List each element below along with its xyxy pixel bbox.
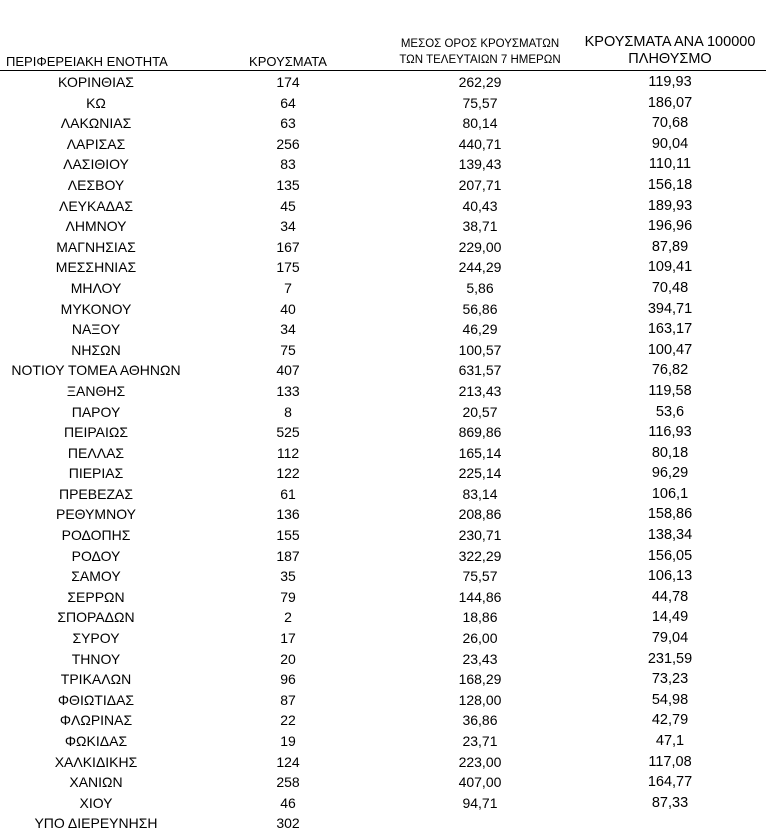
cell-cases: 96 (280, 671, 296, 688)
cell-region: ΠΑΡΟΥ (71, 403, 121, 420)
cell-cases: 136 (276, 506, 300, 523)
cell-region: ΞΑΝΘΗΣ (66, 382, 126, 399)
cell-cases: 8 (284, 403, 292, 420)
cell-region: ΠΕΙΡΑΙΩΣ (64, 424, 128, 441)
table-row (0, 299, 769, 320)
cell-cases-per-100k: 156,05 (647, 547, 693, 564)
cell-region: ΡΟΔΟΥ (71, 547, 121, 564)
table-row (0, 443, 769, 464)
cell-cases: 256 (276, 135, 300, 152)
cell-region: ΝΟΤΙΟΥ ΤΟΜΕΑ ΑΘΗΝΩΝ (11, 362, 181, 379)
cell-7day-average: 36,86 (462, 712, 498, 729)
cell-region: ΜΥΚΟΝΟΥ (60, 300, 132, 317)
cell-7day-average: 38,71 (462, 218, 498, 235)
cell-region: ΚΩ (86, 94, 106, 111)
table-row (0, 607, 769, 628)
cell-cases-per-100k: 87,89 (651, 238, 689, 255)
cell-cases: 64 (280, 94, 296, 111)
cell-cases: 122 (276, 465, 300, 482)
cell-region: ΡΕΘΥΜΝΟΥ (55, 506, 136, 523)
cell-region: ΛΑΡΙΣΑΣ (66, 135, 126, 152)
cell-region: ΤΡΙΚΑΛΩΝ (60, 671, 132, 688)
cell-cases: 124 (276, 753, 300, 770)
cell-7day-average: 139,43 (458, 156, 502, 173)
cell-cases-per-100k: 119,58 (648, 382, 692, 399)
cell-cases-per-100k: 196,96 (647, 218, 693, 235)
cell-7day-average: 322,29 (458, 547, 502, 564)
cell-7day-average: 229,00 (458, 238, 502, 255)
cell-cases-per-100k: 109,41 (647, 259, 693, 276)
cell-7day-average: 208,86 (458, 506, 502, 523)
cell-region: ΦΩΚΙΔΑΣ (64, 733, 128, 749)
cell-region: ΚΟΡΙΝΘΙΑΣ (58, 74, 134, 90)
table-row (0, 813, 769, 834)
cell-cases: 133 (276, 382, 300, 399)
cell-cases: 20 (280, 650, 296, 667)
table-row (0, 484, 769, 505)
cell-region: ΛΗΜΝΟΥ (65, 218, 127, 235)
header-7day-average (385, 36, 575, 68)
cell-region: ΛΑΣΙΘΙΟΥ (63, 156, 129, 173)
header-cases-per-100k-line1: ΚΡΟΥΣΜΑΤΑ ΑΝΑ 100000 (584, 34, 756, 50)
cell-region: ΤΗΝΟΥ (71, 650, 121, 667)
cell-region: ΧΙΟΥ (79, 794, 113, 811)
cell-region: ΧΑΝΙΩΝ (69, 774, 123, 791)
table-row (0, 525, 769, 546)
header-cases: ΚΡΟΥΣΜΑΤΑ (249, 54, 327, 69)
cell-cases: 61 (280, 485, 296, 502)
header-7day-average-line2: ΤΩΝ ΤΕΛΕΥΤΑΙΩΝ 7 ΗΜΕΡΩΝ (399, 54, 561, 66)
header-region: ΠΕΡΙΦΕΡΕΙΑΚΗ ΕΝΟΤΗΤΑ (6, 54, 168, 69)
table-row (0, 113, 769, 134)
cell-region: ΣΑΜΟΥ (71, 568, 121, 585)
cell-cases-per-100k: 106,1 (651, 485, 689, 502)
cell-cases: 7 (284, 279, 292, 296)
cell-7day-average: 213,43 (458, 382, 502, 399)
table-row (0, 422, 769, 443)
cell-cases: 34 (280, 218, 296, 235)
table-row (0, 504, 769, 525)
cell-7day-average: 75,57 (462, 568, 498, 585)
cell-7day-average: 56,86 (462, 300, 498, 317)
cell-region: ΡΟΔΟΠΗΣ (61, 527, 131, 544)
cell-cases-per-100k: 90,04 (651, 135, 689, 152)
cell-7day-average: 631,57 (458, 362, 502, 379)
cell-cases: 525 (276, 424, 300, 441)
cell-cases: 258 (276, 774, 300, 791)
cell-7day-average: 407,00 (458, 774, 502, 791)
cell-cases: 22 (280, 712, 296, 729)
cell-7day-average: 5,86 (466, 279, 494, 296)
cell-cases: 17 (280, 630, 296, 647)
table-row (0, 690, 769, 711)
cell-cases: 46 (280, 794, 296, 811)
cell-7day-average: 23,71 (462, 733, 498, 749)
table-row (0, 216, 769, 237)
table-row (0, 93, 769, 114)
cell-cases-per-100k: 186,07 (647, 94, 693, 111)
table-row (0, 628, 769, 649)
cell-cases: 174 (276, 74, 300, 90)
table-row (0, 196, 769, 217)
cell-cases-per-100k: 54,98 (651, 691, 689, 708)
cell-7day-average: 46,29 (462, 321, 498, 338)
table-row (0, 731, 769, 752)
table-row (0, 175, 769, 196)
cell-7day-average: 18,86 (462, 609, 498, 626)
cell-region: ΣΥΡΟΥ (72, 630, 120, 647)
table-row (0, 793, 769, 814)
cell-cases-per-100k: 119,93 (648, 74, 692, 90)
cell-cases-per-100k: 164,77 (647, 774, 693, 791)
cell-cases: 75 (280, 341, 296, 358)
table-row (0, 360, 769, 381)
cell-cases-per-100k: 231,59 (647, 650, 693, 667)
table-row (0, 752, 769, 773)
table-row (0, 134, 769, 155)
header-cases-per-100k-line2: ΠΛΗΘΥΣΜΟ (628, 51, 712, 67)
table-row (0, 154, 769, 175)
table-row (0, 649, 769, 670)
cell-cases: 187 (276, 547, 300, 564)
cell-region: ΠΡΕΒΕΖΑΣ (58, 485, 133, 502)
cell-cases: 2 (284, 609, 292, 626)
cell-cases: 135 (276, 176, 300, 193)
cell-region: ΦΛΩΡΙΝΑΣ (59, 712, 133, 729)
cell-7day-average: 75,57 (462, 94, 498, 111)
cell-7day-average: 244,29 (458, 259, 502, 276)
header-divider (0, 70, 766, 71)
cell-cases: 35 (280, 568, 296, 585)
table-row (0, 381, 769, 402)
table-row (0, 587, 769, 608)
cell-region: ΠΙΕΡΙΑΣ (68, 465, 124, 482)
table-row (0, 257, 769, 278)
cell-cases-per-100k: 189,93 (647, 197, 693, 214)
cell-region: ΠΕΛΛΑΣ (67, 444, 125, 461)
cell-cases-per-100k: 158,86 (647, 506, 693, 523)
cell-7day-average: 40,43 (462, 197, 498, 214)
cell-cases-per-100k: 76,82 (651, 362, 689, 379)
table-row (0, 72, 769, 93)
cell-cases-per-100k: 163,17 (647, 321, 693, 338)
cell-cases-per-100k: 100,47 (647, 341, 693, 358)
cell-cases-per-100k: 79,04 (651, 630, 689, 647)
cell-7day-average: 83,14 (462, 485, 498, 502)
table-row (0, 278, 769, 299)
cell-cases: 34 (280, 321, 296, 338)
cell-cases-per-100k: 44,78 (651, 588, 689, 605)
cell-7day-average: 168,29 (458, 671, 502, 688)
table-header (0, 0, 769, 70)
cell-region: ΛΑΚΩΝΙΑΣ (60, 115, 132, 132)
cell-cases-per-100k: 117,08 (648, 753, 692, 770)
cell-7day-average: 223,00 (458, 753, 502, 770)
cell-cases-per-100k: 116,93 (648, 424, 692, 441)
cell-cases: 45 (280, 197, 296, 214)
cell-region: ΣΠΟΡΑΔΩΝ (57, 609, 135, 626)
cell-cases-per-100k: 394,71 (647, 300, 693, 317)
cell-cases-per-100k: 42,79 (651, 712, 689, 729)
cell-region: ΝΗΣΩΝ (71, 341, 121, 358)
table-row (0, 237, 769, 258)
table-row (0, 566, 769, 587)
cell-cases: 302 (276, 815, 300, 832)
cell-7day-average: 94,71 (462, 794, 498, 811)
cell-region: ΛΕΣΒΟΥ (67, 176, 125, 193)
table-row (0, 546, 769, 567)
cell-7day-average: 23,43 (462, 650, 498, 667)
table-row (0, 772, 769, 793)
cell-region: ΣΕΡΡΩΝ (67, 588, 125, 605)
cell-7day-average: 20,57 (462, 403, 498, 420)
cell-7day-average: 128,00 (458, 691, 502, 708)
cell-cases-per-100k: 156,18 (647, 176, 693, 193)
cell-cases-per-100k: 80,18 (651, 444, 689, 461)
cell-cases: 40 (280, 300, 296, 317)
header-7day-average-line1: ΜΕΣΟΣ ΟΡΟΣ ΚΡΟΥΣΜΑΤΩΝ (400, 38, 560, 50)
cell-7day-average: 207,71 (458, 176, 502, 193)
cell-cases: 83 (280, 156, 296, 173)
cell-cases-per-100k: 53,6 (655, 403, 685, 420)
header-cases-per-100k (573, 34, 767, 68)
cell-7day-average: 262,29 (458, 74, 502, 90)
cell-7day-average: 869,86 (458, 424, 502, 441)
cell-7day-average: 225,14 (458, 465, 502, 482)
cell-7day-average: 80,14 (462, 115, 498, 132)
cell-7day-average: 230,71 (458, 527, 502, 544)
table-row (0, 340, 769, 361)
cell-region: ΜΑΓΝΗΣΙΑΣ (56, 238, 136, 255)
cell-cases-per-100k: 110,11 (648, 156, 692, 173)
cell-region: ΧΑΛΚΙΔΙΚΗΣ (54, 753, 138, 770)
cell-region: ΜΗΛΟΥ (70, 279, 122, 296)
cell-cases-per-100k: 87,33 (651, 794, 689, 811)
cell-7day-average: 26,00 (462, 630, 498, 647)
cell-cases-per-100k: 96,29 (651, 465, 689, 482)
cell-cases-per-100k: 70,48 (651, 279, 689, 296)
cell-cases: 87 (280, 691, 296, 708)
cell-cases: 112 (276, 444, 300, 461)
cell-cases: 175 (276, 259, 300, 276)
table-row (0, 669, 769, 690)
cell-cases-per-100k: 106,13 (647, 568, 693, 585)
table-row (0, 402, 769, 423)
cell-region: ΜΕΣΣΗΝΙΑΣ (55, 259, 137, 276)
cell-region: ΥΠΟ ΔΙΕΡΕΥΝΗΣΗ (34, 815, 158, 832)
cell-cases: 63 (280, 115, 296, 132)
cell-region: ΛΕΥΚΑΔΑΣ (58, 197, 134, 214)
cell-cases-per-100k: 73,23 (651, 671, 689, 688)
cell-7day-average: 144,86 (458, 588, 502, 605)
cell-7day-average: 440,71 (458, 135, 502, 152)
cell-region: ΦΘΙΩΤΙΔΑΣ (57, 691, 135, 708)
cell-cases: 407 (276, 362, 300, 379)
cell-7day-average: 100,57 (458, 341, 502, 358)
cell-cases-per-100k: 47,1 (655, 733, 685, 749)
cell-cases-per-100k: 70,68 (651, 115, 689, 132)
table-row (0, 319, 769, 340)
cell-7day-average: 165,14 (458, 444, 502, 461)
cell-cases: 19 (280, 733, 296, 749)
cell-cases-per-100k: 14,49 (651, 609, 689, 626)
cell-cases: 167 (276, 238, 300, 255)
cell-cases-per-100k: 138,34 (647, 527, 693, 544)
cell-cases: 79 (280, 588, 296, 605)
cell-cases: 155 (276, 527, 300, 544)
table-row (0, 710, 769, 731)
table-body (0, 72, 769, 834)
cell-region: ΝΑΞΟΥ (71, 321, 121, 338)
table-row (0, 463, 769, 484)
